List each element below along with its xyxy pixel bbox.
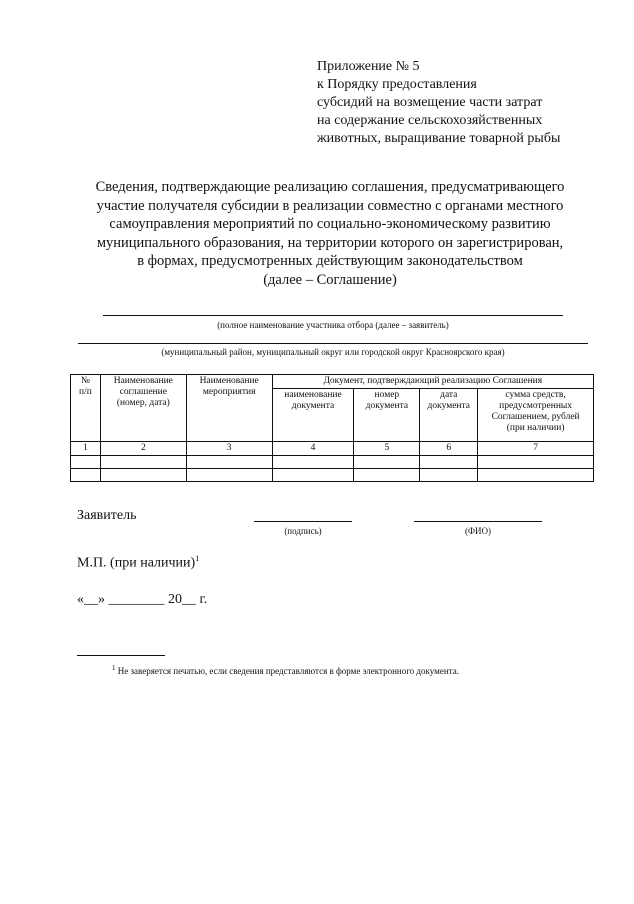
full-name-caption: (ФИО) — [464, 526, 492, 536]
column-number: 6 — [420, 442, 478, 456]
empty-cell[interactable] — [272, 456, 354, 469]
column-number: 2 — [100, 442, 186, 456]
empty-cell[interactable] — [420, 456, 478, 469]
title-line: участие получателя субсидии в реализации совместно с органами местного — [96, 197, 564, 214]
document-title — [60, 178, 600, 289]
title-line: (далее – Соглашение) — [263, 271, 397, 288]
empty-cell[interactable] — [186, 456, 272, 469]
table-row — [71, 456, 594, 469]
header-number: № п/п — [71, 375, 101, 442]
annex-line: Приложение № 5 — [317, 59, 420, 74]
empty-cell[interactable] — [354, 469, 420, 482]
empty-cell[interactable] — [272, 469, 354, 482]
column-number: 1 — [71, 442, 101, 456]
district-line[interactable] — [78, 343, 588, 344]
table-row — [71, 469, 594, 482]
applicant-label: Заявитель — [77, 508, 137, 523]
column-number: 3 — [186, 442, 272, 456]
title-line: Сведения, подтверждающие реализацию соглашения, предусматривающего — [95, 179, 565, 195]
stamp-placeholder — [77, 554, 199, 572]
annex-line: к Порядку предоставления — [317, 77, 477, 92]
column-number: 7 — [478, 442, 594, 456]
empty-cell[interactable] — [71, 469, 101, 482]
title-line: самоуправления мероприятий по социально-экономическому развитию — [109, 216, 551, 232]
title-line: муниципального образования, на территории которого он зарегистрирован, — [96, 234, 564, 251]
full-name-line[interactable] — [414, 521, 542, 522]
annex-line: субсидий на возмещение части затрат — [317, 95, 543, 110]
date-field[interactable]: «__» ________ 20__ г. — [77, 592, 208, 607]
confirmation-table — [70, 374, 594, 482]
footnote-mark: 1 — [112, 664, 116, 672]
column-number: 4 — [272, 442, 354, 456]
stamp-text: М.П. (при наличии) — [77, 555, 196, 571]
empty-cell[interactable] — [100, 469, 186, 482]
footnote — [112, 664, 459, 676]
header-activity: Наименование мероприятия — [186, 375, 272, 442]
empty-cell[interactable] — [100, 456, 186, 469]
footnote-text: Не заверяется печатью, если сведения представляются в форме электронного документа. — [117, 666, 459, 676]
empty-cell[interactable] — [478, 456, 594, 469]
header-agreement: Наименование соглашение (номер, дата) — [100, 375, 186, 442]
district-caption: (муниципальный район, муниципальный округ или городской округ Красноярского края) — [161, 347, 505, 357]
empty-cell[interactable] — [478, 469, 594, 482]
participant-name-line[interactable] — [103, 315, 563, 316]
signature-line[interactable] — [254, 521, 352, 522]
empty-cell[interactable] — [420, 469, 478, 482]
title-line: в формах, предусмотренных действующим законодательством — [137, 253, 523, 269]
annex-line: на содержание сельскохозяйственных — [317, 113, 543, 128]
column-number-row — [71, 442, 594, 456]
empty-cell[interactable] — [354, 456, 420, 469]
empty-cell[interactable] — [71, 456, 101, 469]
header-document-date: дата документа — [420, 389, 478, 442]
footnote-separator — [77, 655, 165, 656]
header-document-name: наименование документа — [272, 389, 354, 442]
header-document-group: Документ, подтверждающий реализацию Соглашения — [272, 375, 593, 389]
footnote-reference: 1 — [195, 554, 200, 563]
header-amount: сумма средств, предусмотренных Соглашением, рублей (при наличии) — [478, 389, 594, 442]
empty-cell[interactable] — [186, 469, 272, 482]
annex-line: животных, выращивание товарной рыбы — [317, 131, 561, 146]
participant-name-caption: (полное наименование участника отбора (далее – заявитель) — [217, 320, 449, 330]
column-number: 5 — [354, 442, 420, 456]
header-document-number: номер документа — [354, 389, 420, 442]
annex-header — [317, 58, 617, 148]
signature-caption: (подпись) — [284, 526, 322, 536]
